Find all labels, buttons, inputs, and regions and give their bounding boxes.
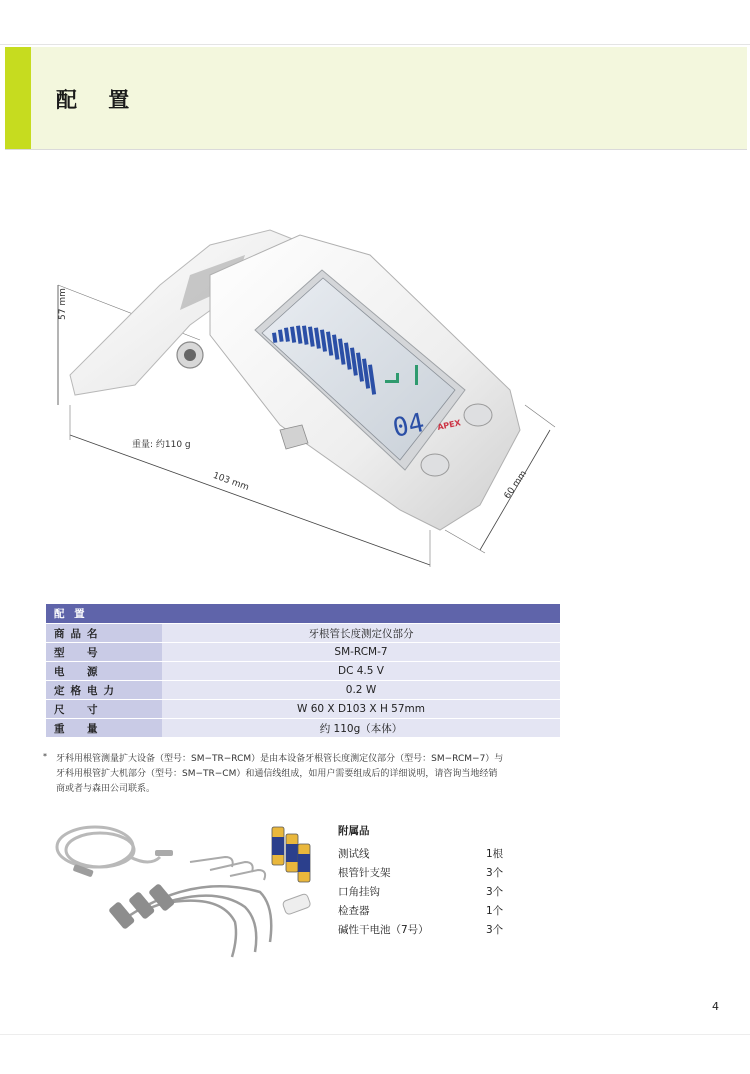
accessories-drawing (50, 812, 335, 972)
spec-row (46, 662, 560, 681)
accessory-name: 碱性干电池（7号） (338, 924, 429, 936)
batteries (272, 827, 310, 882)
accessory-name: 口角挂钩 (338, 886, 380, 898)
spec-value: 0.2 W (162, 681, 560, 700)
top-rule (0, 44, 750, 45)
spec-row (46, 681, 560, 700)
spec-label: 重 量 (46, 719, 162, 738)
device-drawing (40, 215, 580, 580)
weight-label: 重量: 约110 g (132, 440, 191, 450)
spec-label: 电 源 (46, 662, 162, 681)
accessory-qty: 1个 (486, 905, 504, 917)
spec-label: 定格电力 (46, 681, 162, 700)
spec-label: 尺 寸 (46, 700, 162, 719)
accessory-qty: 1根 (486, 848, 504, 860)
accessory-qty: 3个 (486, 886, 504, 898)
file-holder-clips (108, 883, 175, 930)
lcd-apex-label: APEX (436, 418, 462, 432)
spec-label: 商品名 (46, 624, 162, 643)
spec-table-header (46, 604, 560, 624)
lip-hooks (190, 857, 265, 880)
accessories-list (338, 846, 538, 941)
footnote (43, 752, 566, 797)
test-cable (57, 827, 160, 867)
mode-button (464, 404, 492, 426)
accessory-name: 测试线 (338, 848, 370, 860)
spec-label: 型 号 (46, 643, 162, 662)
list-item (338, 865, 538, 884)
spec-row (46, 624, 560, 643)
dim-width-label: 60 mm (502, 469, 530, 501)
accessories-photo (50, 812, 335, 972)
list-item (338, 884, 538, 903)
spec-row (46, 700, 560, 719)
bottom-rule (0, 1034, 750, 1035)
spec-value: SM-RCM-7 (162, 643, 560, 662)
accessory-name: 检查器 (338, 905, 370, 917)
list-item (338, 903, 538, 922)
spec-row (46, 643, 560, 662)
spec-table-title: 配 置 (46, 604, 560, 624)
page-number: 4 (712, 1000, 719, 1013)
footnote-line: 牙科用根管扩大机部分（型号：SM−TR−CM）和通信线组成，如用户需要组成后的详细说明，请咨询当地经销 (56, 769, 498, 779)
page-title: 配 置 (56, 88, 142, 112)
device-illustration (40, 215, 580, 580)
footnote-line: 牙科用根管测量扩大设备（型号：SM−TR−RCM）是由本设备牙根管长度测定仪部分（型号：SM−RCM−7）与 (56, 754, 504, 764)
tester (282, 893, 311, 915)
spec-table (46, 603, 560, 737)
dim-height-label: 57 mm (58, 288, 68, 320)
spec-value: W 60 X D103 X H 57mm (162, 700, 560, 719)
footnote-line: 商或者与森田公司联系。 (56, 784, 156, 794)
accessory-qty: 3个 (486, 867, 504, 879)
lcd-digits: 04 (390, 407, 428, 444)
spec-value: 牙根管长度测定仪部分 (162, 624, 560, 643)
accessory-qty: 3个 (486, 924, 504, 936)
spec-value: DC 4.5 V (162, 662, 560, 681)
accessory-name: 根管针支架 (338, 867, 391, 879)
list-item (338, 922, 538, 941)
footnote-marker: * (43, 752, 47, 761)
dim-length-label: 103 mm (211, 470, 251, 494)
accessories-title: 附属品 (338, 825, 370, 837)
list-item (338, 846, 538, 865)
header-accent-bar (5, 47, 31, 149)
spec-row (46, 719, 560, 738)
power-button (421, 454, 449, 476)
spec-value: 约 110g（本体） (162, 719, 560, 738)
